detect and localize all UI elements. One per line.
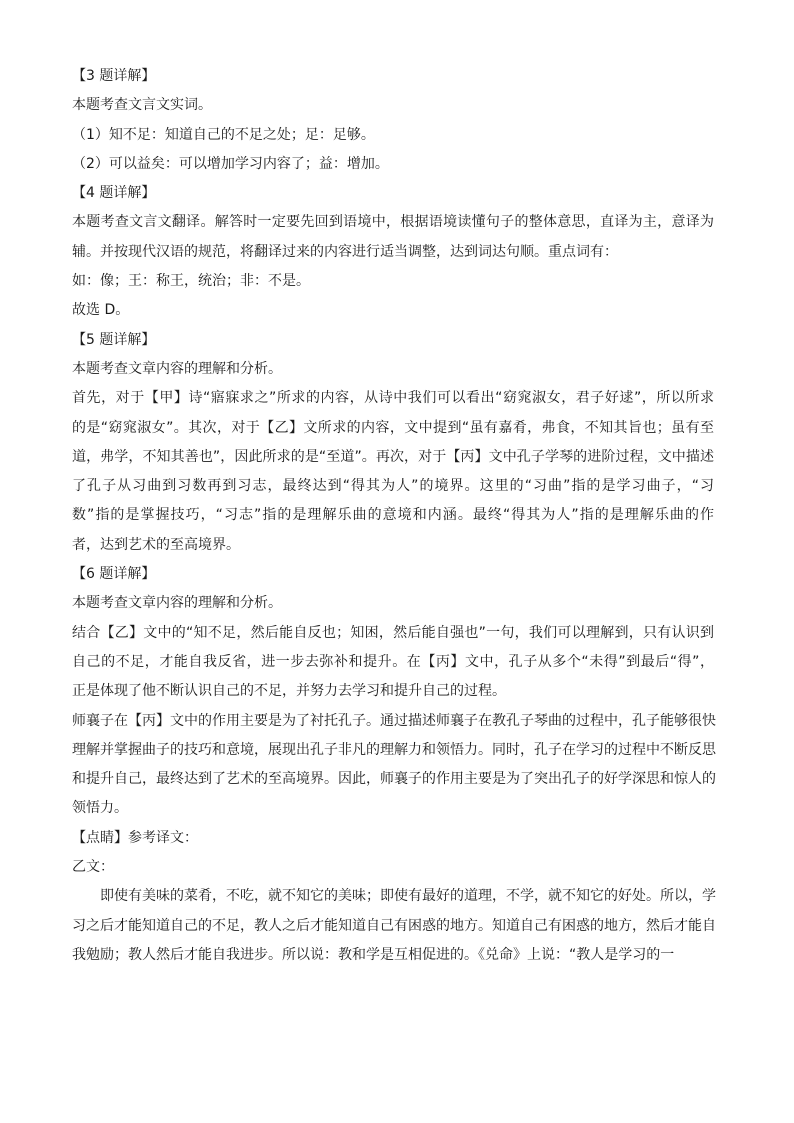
paragraph-line: 理解并掌握曲子的技巧和意境，展现出孔子非凡的理解力和领悟力。同时，孔子在学习的过程中不断反思 — [72, 741, 716, 758]
translation-line: 我勉励；教人然后才能自我进步。所以说：教和学是互相促进的。《兑命》上说：“教人是学习的一 — [72, 946, 675, 963]
paragraph-line: 数”指的是掌握技巧，“习志”指的是理解乐曲的意境和内涵。最终“得其为人”指的是理解乐曲的作 — [72, 507, 714, 524]
paragraph-line: 本题考查文章内容的理解和分析。 — [72, 595, 282, 612]
paragraph-line: 道，弗学，不知其善也”，因此所求的是“至道”。再次，对于【丙】文中孔子学琴的进阶过程，文中描述 — [72, 448, 714, 465]
paragraph-line: 辅。并按现代汉语的规范，将翻译过来的内容进行适当调整，达到词达句顺。重点词有： — [72, 243, 618, 260]
paragraph-line: （2）可以益矣：可以增加学习内容了；益：增加。 — [72, 155, 389, 172]
paragraph-line: 自己的不足，才能自我反省，进一步去弥补和提升。在【丙】文中，孔子从多个“未得”到最后“得”， — [72, 653, 714, 670]
paragraph-line: 和提升自己，最终达到了艺术的至高境界。因此，师襄子的作用主要是为了突出孔子的好学深思和惊人的 — [72, 771, 716, 788]
paragraph-line: 正是体现了他不断认识自己的不足，并努力去学习和提升自己的过程。 — [72, 683, 506, 700]
translation-line: 习之后才能知道自己的不足，教人之后才能知道自己有困惑的地方。知道自己有困惑的地方，然后才能自 — [72, 917, 716, 934]
paragraph-line: 的是“窈窕淑女”。其次，对于【乙】文所求的内容，文中提到“虽有嘉肴，弗食，不知其旨也；虽有至 — [72, 419, 714, 436]
paragraph-line: 乙文： — [72, 859, 114, 876]
paragraph-line: 本题考查文言文实词。 — [72, 97, 212, 114]
section-heading-dianjing: 【点睛】参考译文： — [72, 829, 198, 846]
paragraph-line: 本题考查文言文翻译。解答时一定要先回到语境中，根据语境读懂句子的整体意思，直译为主，意译为 — [72, 214, 714, 231]
paragraph-line: 本题考查文章内容的理解和分析。 — [72, 360, 282, 377]
paragraph-line: 首先，对于【甲】诗“寤寐求之”所求的内容，从诗中我们可以看出“窈窕淑女，君子好逑”，所以所求 — [72, 390, 714, 407]
section-heading-q6: 【6 题详解】 — [72, 566, 156, 583]
paragraph-line: 领悟力。 — [72, 800, 128, 817]
paragraph-line: 者，达到艺术的至高境界。 — [72, 536, 240, 553]
section-heading-q3: 【3 题详解】 — [72, 68, 156, 84]
paragraph-line: 如：像；王：称王，统治；非：不是。 — [72, 273, 310, 290]
document-body — [72, 62, 714, 970]
paragraph-line: （1）知不足：知道自己的不足之处；足：足够。 — [72, 126, 375, 143]
paragraph-line: 师襄子在【丙】文中的作用主要是为了衬托孔子。通过描述师襄子在教孔子琴曲的过程中，孔子能够很快 — [72, 712, 716, 729]
paragraph-line: 故选 D。 — [72, 302, 130, 319]
section-heading-q5: 【5 题详解】 — [72, 331, 156, 348]
paragraph-line: 结合【乙】文中的“知不足，然后能自反也；知困，然后能自强也”一句，我们可以理解到，只有认识到 — [72, 624, 714, 641]
paragraph-line: 了孔子从习曲到习数再到习志，最终达到“得其为人”的境界。这里的“习曲”指的是学习曲子，“习 — [72, 478, 714, 495]
translation-line: 即使有美味的菜肴，不吃，就不知它的美味；即使有最好的道理，不学，就不知它的好处。所以，学 — [100, 888, 716, 905]
section-heading-q4: 【4 题详解】 — [72, 185, 156, 202]
